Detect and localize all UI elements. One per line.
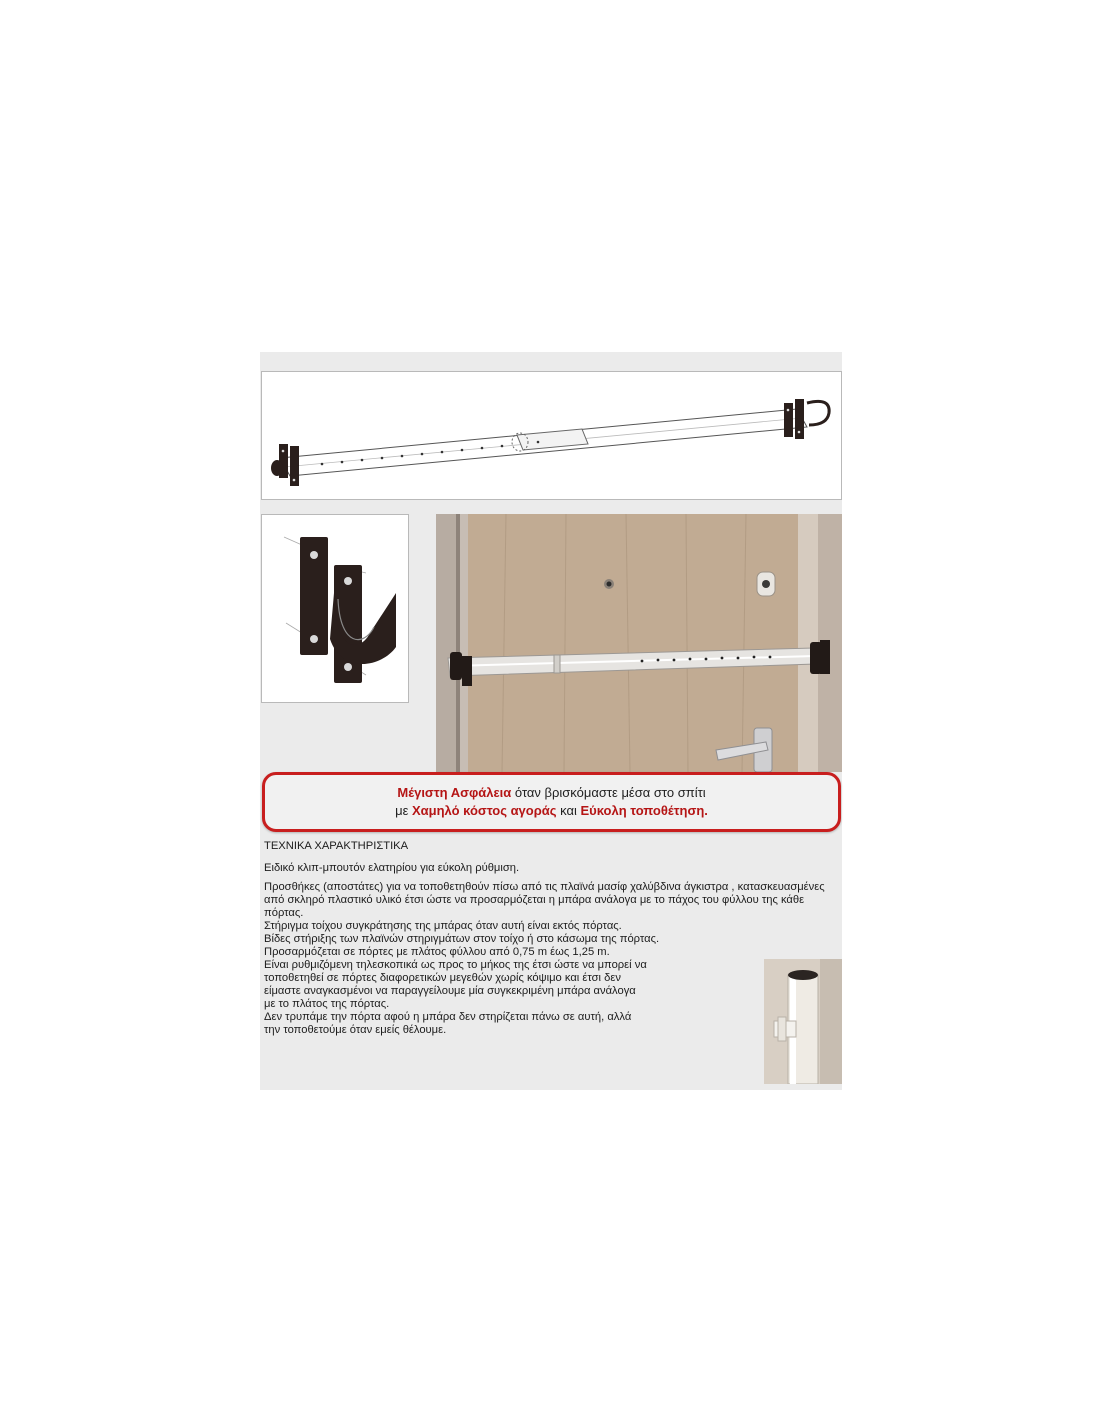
slogan-line-1 bbox=[397, 784, 705, 802]
door-installation-photo bbox=[436, 514, 842, 772]
hook-bracket-illustration bbox=[261, 514, 409, 703]
slogan-text: όταν βρισκόμαστε μέσα στο σπίτι bbox=[511, 785, 706, 800]
spec-item: Είναι ρυθμιζόμενη τηλεσκοπικά ως προς το μήκος της έτσι ώστε να μπορεί να τοποθετηθεί σε πόρτες διαφορετικών μεγεθών χωρίς κόψιμο και έτσι δεν είμαστε αναγκασμένοι να παραγγείλουμε μία συγκεκριμένη μπάρα ανάλογα με το πλάτος της πόρτας. bbox=[264, 959, 647, 1010]
spec-item: Βίδες στήριξης των πλαϊνών στηριγμάτων στον τοίχο ή στο κάσωμα της πόρτας. bbox=[264, 933, 660, 945]
specs-heading: ΤΕΧΝΙΚΑ ΧΑΡΑΚΤΗΡΙΣΤΙΚΑ bbox=[264, 840, 409, 852]
slogan-highlight-install: Εύκολη τοποθέτηση. bbox=[580, 803, 708, 818]
spec-item: Στήριγμα τοίχου συγκράτησης της μπάρας όταν αυτή είναι εκτός πόρτας. bbox=[264, 920, 622, 932]
slogan-highlight-cost: Χαμηλό κόστος αγοράς bbox=[411, 803, 557, 818]
bar-end-photo bbox=[764, 959, 842, 1084]
spec-item: Προσαρμόζεται σε πόρτες με πλάτος φύλλου από 0,75 m έως 1,25 m. bbox=[264, 946, 610, 958]
pole-drawing bbox=[764, 959, 842, 1084]
spec-item: Ειδικό κλιπ-μπουτόν ελατηρίου για εύκολη ρύθμιση. bbox=[264, 862, 520, 874]
technical-specs bbox=[264, 840, 836, 1037]
spec-item: Προσθήκες (αποστάτες) για να τοποθετηθούν πίσω από τις πλαϊνά μασίφ χαλύβδινα άγκιστρα , κατασκευασμένες από σκληρό πλαστικό υλικό έτσι ώστε να προσαρμόζεται η μπάρα ανάλογα με το πάχος του φύλλου της κάθε πόρτας. bbox=[264, 881, 825, 919]
product-sheet bbox=[260, 352, 842, 1090]
spec-item: Δεν τρυπάμε την πόρτα αφού η μπάρα δεν στηρίζεται πάνω σε αυτή, αλλά την τοποθετούμε όταν εμείς θέλουμε. bbox=[264, 1011, 632, 1036]
slogan-banner bbox=[262, 772, 841, 832]
hook-bracket-drawing bbox=[262, 515, 408, 702]
slogan-highlight-security: Μέγιστη Ασφάλεια bbox=[397, 785, 512, 800]
slogan-line-2 bbox=[395, 802, 708, 820]
slogan-text: και bbox=[556, 803, 581, 818]
telescopic-bar-drawing bbox=[262, 372, 841, 499]
door-drawing bbox=[436, 514, 842, 772]
slogan-text: με bbox=[395, 803, 412, 818]
telescopic-bar-illustration bbox=[261, 371, 842, 500]
